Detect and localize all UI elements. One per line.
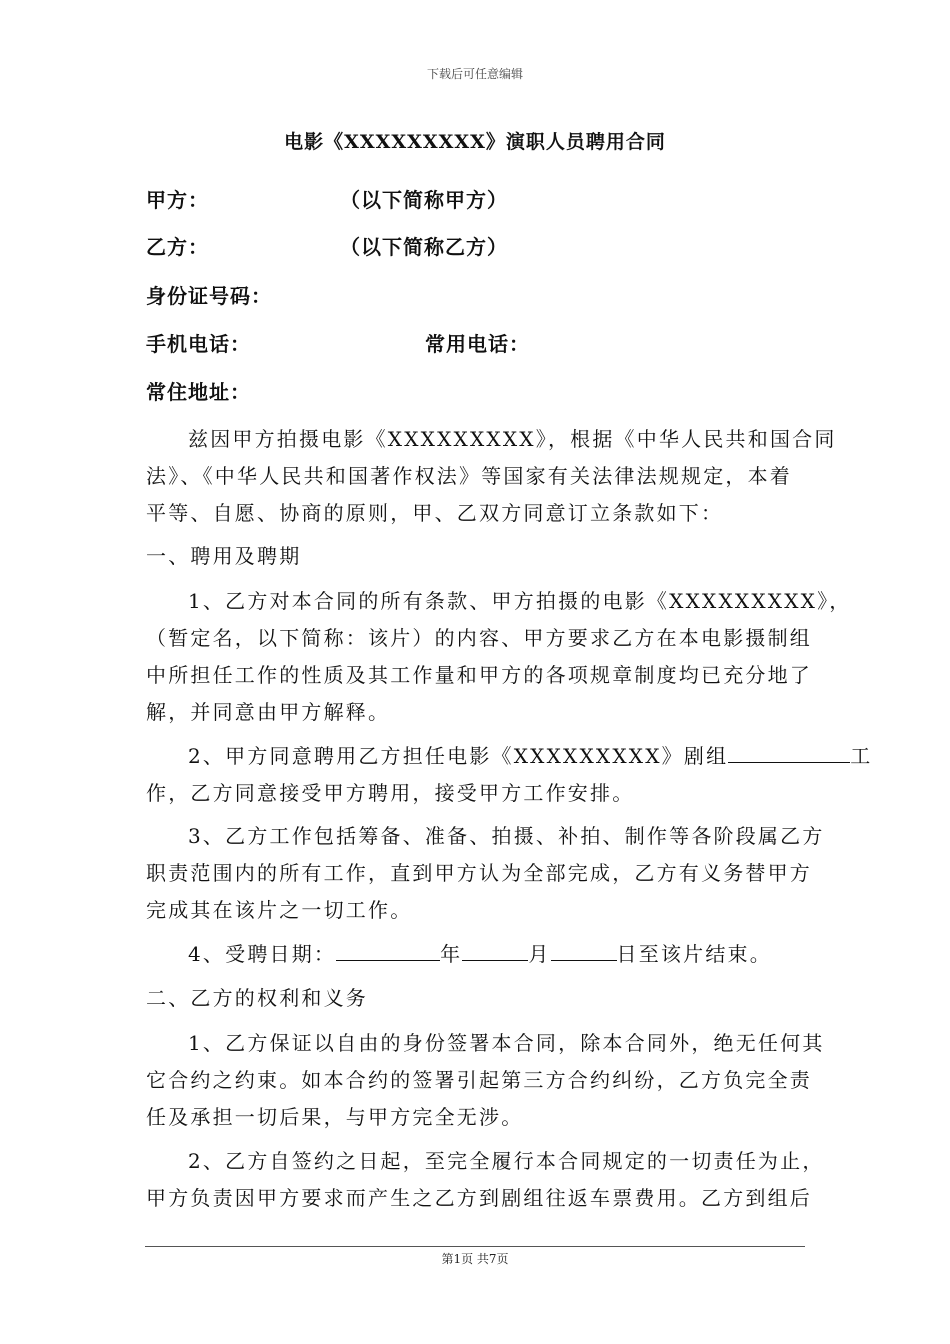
- clause-1-2-line-2: 作，乙方同意接受甲方聘用，接受甲方工作安排。: [146, 781, 635, 805]
- address-label: 常住地址：: [146, 380, 251, 404]
- id-number-label: 身份证号码：: [146, 284, 272, 308]
- clause-1-3-line-3: 完成其在该片之一切工作。: [146, 898, 413, 922]
- clause-2-2-line-1: 2、乙方自签约之日起，至完全履行本合同规定的一切责任为止，: [188, 1149, 825, 1173]
- clause-1-1-line-2: （暂定名，以下简称：该片）的内容、甲方要求乙方在本电影摄制组: [146, 626, 812, 650]
- section-1-heading: 一、聘用及聘期: [146, 544, 302, 568]
- engagement-date-label: 4、受聘日期：: [188, 942, 337, 966]
- intro-line-3: 平等、自愿、协商的原则，甲、乙双方同意订立条款如下：: [146, 501, 724, 525]
- document-title: 电影《XXXXXXXXX》演职人员聘用合同: [284, 131, 666, 153]
- month-blank-field[interactable]: [462, 940, 528, 961]
- year-label: 年: [440, 942, 463, 966]
- clause-2-1-line-1: 1、乙方保证以自由的身份签署本合同，除本合同外，绝无任何其: [188, 1031, 825, 1055]
- clause-1-1-line-4: 解，并同意由甲方解释。: [146, 700, 391, 724]
- clause-2-1-line-3: 任及承担一切后果，与甲方完全无涉。: [146, 1105, 524, 1129]
- header-watermark: 下载后可任意编辑: [426, 67, 523, 81]
- page-number: 第1页 共7页: [441, 1252, 509, 1266]
- clause-2-1-line-2: 它合约之约束。如本合约的签署引起第三方合约纠纷，乙方负完全责: [146, 1068, 812, 1092]
- section-2-heading: 二、乙方的权利和义务: [146, 986, 368, 1010]
- clause-1-3-line-1: 3、乙方工作包括筹备、准备、拍摄、补拍、制作等各阶段属乙方: [188, 824, 825, 848]
- day-blank-field[interactable]: [551, 940, 617, 961]
- party-a-alias: （以下简称甲方）: [340, 188, 508, 212]
- clause-1-1-line-1: 1、乙方对本合同的所有条款、甲方拍摄的电影《XXXXXXXXX》，: [188, 589, 852, 613]
- clause-1-2-text: 2、甲方同意聘用乙方担任电影《XXXXXXXXX》剧组: [188, 744, 729, 768]
- party-b-alias: （以下简称乙方）: [340, 235, 508, 259]
- intro-line-1: 兹因甲方拍摄电影《XXXXXXXXX》，根据《中华人民共和国合同: [188, 427, 837, 451]
- day-suffix-label: 日至该片结束。: [616, 942, 772, 966]
- clause-1-3-line-2: 职责范围内的所有工作，直到甲方认为全部完成，乙方有义务替甲方: [146, 861, 812, 885]
- intro-line-2: 法》、《中华人民共和国著作权法》等国家有关法律法规规定，本着: [146, 464, 792, 488]
- clause-1-2-text-end: 工: [850, 744, 873, 768]
- footer-divider: [145, 1246, 805, 1247]
- common-phone-label: 常用电话：: [425, 332, 530, 356]
- clause-1-2-line-1: [188, 740, 872, 769]
- clause-2-2-line-2: 甲方负责因甲方要求而产生之乙方到剧组往返车票费用。乙方到组后: [146, 1186, 812, 1210]
- year-blank-field[interactable]: [336, 940, 440, 961]
- clause-1-4-line: [188, 938, 772, 967]
- party-a-label: 甲方：: [146, 188, 209, 212]
- party-b-label: 乙方：: [146, 235, 209, 259]
- month-label: 月: [528, 942, 551, 966]
- role-blank-field[interactable]: [728, 742, 850, 763]
- mobile-phone-label: 手机电话：: [146, 332, 251, 356]
- clause-1-1-line-3: 中所担任工作的性质及其工作量和甲方的各项规章制度均已充分地了: [146, 663, 812, 687]
